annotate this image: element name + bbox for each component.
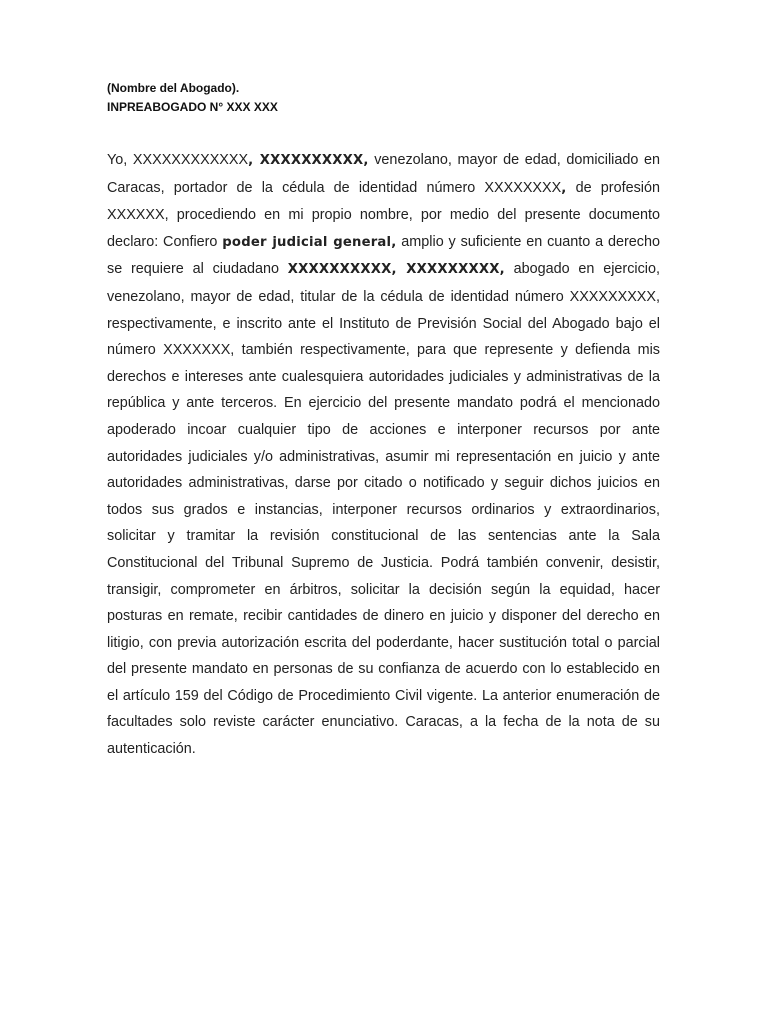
bold-segment: poder judicial general, bbox=[222, 234, 397, 250]
text-segment: venezolano, mayor de edad, domiciliado en Caracas, portador de la cédula de identidad número XXXXXXXX bbox=[107, 152, 660, 196]
document-header bbox=[107, 79, 278, 117]
lawyer-name-line: (Nombre del Abogado). bbox=[107, 81, 240, 95]
text-segment: de profesión XXXXXX, procediendo en mi propio nombre, por medio del presente documento declaro: Confiero bbox=[107, 179, 660, 250]
bold-segment: , XXXXXXXXXX, bbox=[248, 153, 369, 168]
bold-segment: , bbox=[561, 180, 567, 196]
bold-segment: XXXXXXXXXX, XXXXXXXXX, bbox=[287, 262, 505, 278]
power-of-attorney-paragraph bbox=[107, 147, 660, 763]
text-segment: abogado en ejercicio, venezolano, mayor de edad, titular de la cédula de identidad número XXXXXXXXX, respectivamente, e inscrito ante el Instituto de Previsión Social del Abogado bajo el número XXXXXXX, también respectivamente, para que represente y defienda mis derechos e intereses ante cualesquiera autoridades judiciales y administrativas de la república y ante terceros. En ejercicio del presente mandato podrá el mencionado apoderado incoar cualquier tipo de acciones e interponer recursos por ante autoridades judiciales y/o administrativas, asumir mi representación en juicio y ante autoridades administrativas, darse por citado o notificado y seguir dichos juicios en todos sus grados e instancias, interponer recursos ordinarios y extraordinarios, solicitar y tramitar la revisión constitucional de las sentencias ante la Sala Constitucional del Tribunal Supremo de Justicia. Podrá también convenir, desistir, transigir, comprometer en árbitros, solicitar la decisión según la equidad, hacer posturas en remate, recibir cantidades de dinero en juicio y disponer del derecho en litigio, con previa autorización escrita del poderdante, hacer sustitución total o parcial del presente mandato en personas de su confianza de acuerdo con lo establecido en el artículo 159 del Código de Procedimiento Civil vigente. La anterior enumeración de facultades solo reviste carácter enunciativo. Caracas, a la fecha de la nota de su autenticación. bbox=[107, 261, 660, 758]
text-segment: amplio y suficiente en cuanto a derecho se requiere al ciudadano bbox=[107, 233, 661, 278]
inpreabogado-line: INPREABOGADO N° XXX XXX bbox=[107, 100, 278, 114]
text-segment: Yo, XXXXXXXXXXXX bbox=[107, 152, 249, 168]
